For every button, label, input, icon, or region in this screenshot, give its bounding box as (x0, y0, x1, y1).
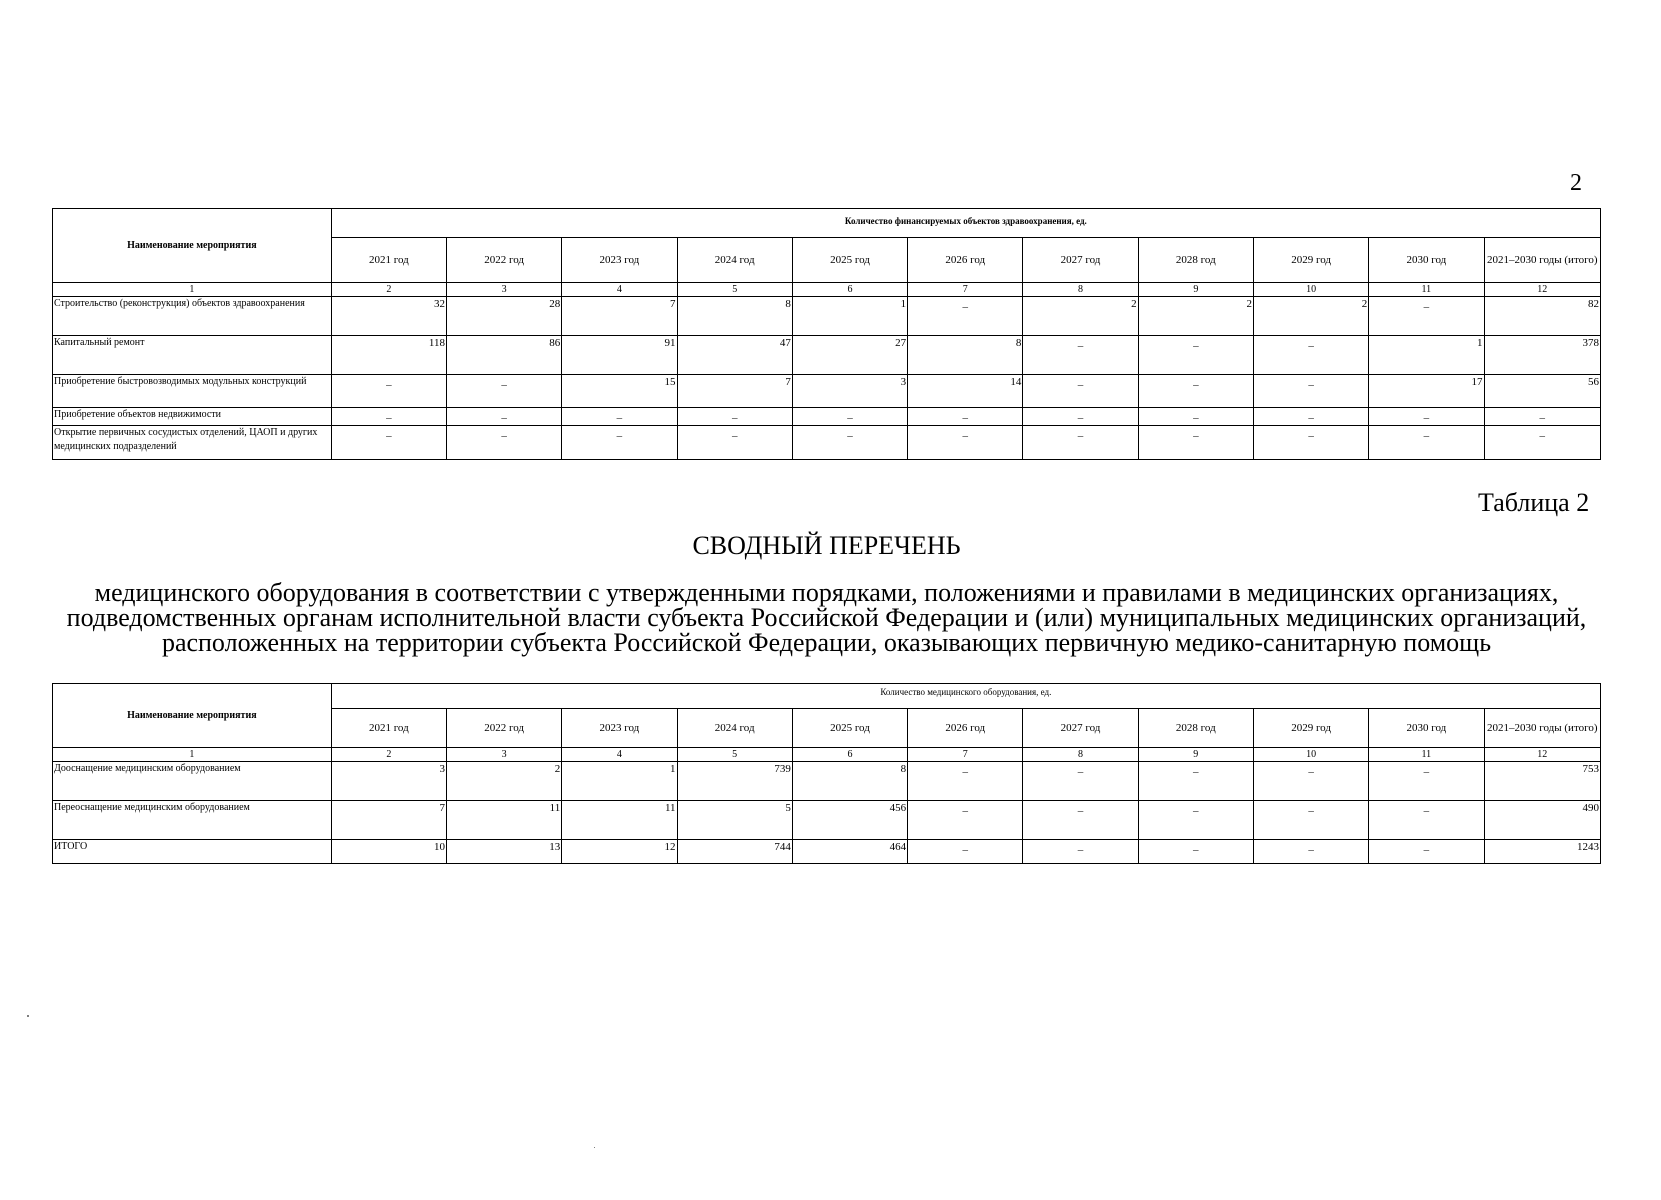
table1-column-numbers (53, 283, 1601, 297)
cell-value: – (1138, 801, 1253, 840)
cell-value: 3 (792, 375, 907, 408)
cell-value: 32 (331, 297, 446, 336)
row-name: Открытие первичных сосудистых отделений, ЦАОП и других медицинских подразделений (53, 426, 332, 460)
row-name: Приобретение объектов недвижимости (53, 408, 332, 426)
table1-year: 2027 год (1023, 238, 1138, 283)
table-row (53, 336, 1601, 375)
table2-year: 2023 год (562, 709, 677, 748)
cell-value: 1 (562, 762, 677, 801)
cell-value: 753 (1484, 762, 1601, 801)
column-number: 12 (1484, 283, 1600, 297)
cell-value: – (1138, 762, 1253, 801)
column-number: 6 (792, 748, 907, 762)
row-name: Приобретение быстровозводимых модульных конструкций (53, 375, 332, 408)
table1-year: 2025 год (792, 238, 907, 283)
table2-year-total: 2021–2030 годы (итого) (1484, 709, 1601, 748)
row-name: Капитальный ремонт (53, 336, 332, 375)
cell-value: – (1369, 801, 1484, 840)
cell-value: – (1023, 408, 1138, 426)
document-title: СВОДНЫЙ ПЕРЕЧЕНЬ (692, 531, 961, 560)
cell-value: – (331, 408, 446, 426)
cell-value: – (1138, 840, 1253, 864)
cell-value: – (1138, 426, 1253, 460)
cell-value: – (1369, 762, 1484, 801)
cell-value: – (1369, 840, 1484, 864)
table-row (53, 840, 1601, 864)
column-number: 1 (53, 283, 332, 297)
cell-value: – (1138, 375, 1253, 408)
table2-body (53, 762, 1601, 864)
cell-value: 3 (331, 762, 446, 801)
table-row (53, 426, 1601, 460)
cell-value: 1 (792, 297, 907, 336)
scan-speck (594, 1147, 595, 1148)
cell-value: 91 (562, 336, 677, 375)
column-number: 4 (562, 748, 677, 762)
column-number: 1 (53, 748, 332, 762)
column-number: 2 (331, 283, 446, 297)
table1-header-name: Наименование мероприятия (53, 209, 332, 283)
table-row (53, 408, 1601, 426)
cell-value: – (1023, 840, 1138, 864)
cell-value: 739 (677, 762, 792, 801)
cell-value: – (1023, 801, 1138, 840)
table2-year: 2029 год (1253, 709, 1368, 748)
cell-value: – (1023, 426, 1138, 460)
column-number: 5 (677, 283, 792, 297)
page-number: 2 (1570, 170, 1582, 196)
cell-value: – (792, 408, 907, 426)
cell-value: 2 (446, 762, 561, 801)
table1-year: 2021 год (331, 238, 446, 283)
cell-value: 10 (331, 840, 446, 864)
financed-objects-table (52, 208, 1601, 460)
table1-year: 2030 год (1369, 238, 1484, 283)
cell-value: – (562, 426, 677, 460)
cell-value: – (1253, 426, 1368, 460)
cell-value: 7 (677, 375, 792, 408)
table2-year: 2021 год (331, 709, 446, 748)
table1-year: 2023 год (562, 238, 677, 283)
cell-value: – (446, 375, 561, 408)
cell-value: 7 (562, 297, 677, 336)
table2-year: 2024 год (677, 709, 792, 748)
cell-value: 82 (1484, 297, 1600, 336)
medical-equipment-table (52, 683, 1601, 864)
cell-value: 8 (908, 336, 1023, 375)
cell-value: 17 (1369, 375, 1484, 408)
cell-value: – (1253, 840, 1368, 864)
cell-value: – (908, 840, 1023, 864)
column-number: 7 (908, 283, 1023, 297)
cell-value: 14 (908, 375, 1023, 408)
cell-value: – (908, 408, 1023, 426)
column-number: 4 (562, 283, 677, 297)
column-number: 11 (1369, 748, 1484, 762)
cell-value: – (1023, 336, 1138, 375)
table1-year: 2024 год (677, 238, 792, 283)
row-name: ИТОГО (53, 840, 332, 864)
cell-value: 2 (1253, 297, 1368, 336)
table-row (53, 801, 1601, 840)
column-number: 3 (446, 283, 561, 297)
cell-value: – (1023, 762, 1138, 801)
column-number: 9 (1138, 283, 1253, 297)
table-row (53, 762, 1601, 801)
cell-value: – (446, 426, 561, 460)
column-number: 8 (1023, 283, 1138, 297)
table1-year: 2028 год (1138, 238, 1253, 283)
cell-value: 28 (446, 297, 561, 336)
cell-value: – (1253, 336, 1368, 375)
cell-value: – (1369, 426, 1484, 460)
table2-year: 2027 год (1023, 709, 1138, 748)
table2-column-numbers (53, 748, 1601, 762)
cell-value: 5 (677, 801, 792, 840)
row-name: Переоснащение медицинским оборудованием (53, 801, 332, 840)
cell-value: 12 (562, 840, 677, 864)
table1-header-group: Количество финансируемых объектов здравоохранения, ед. (331, 209, 1600, 238)
cell-value: 11 (446, 801, 561, 840)
column-number: 12 (1484, 748, 1601, 762)
cell-value: 47 (677, 336, 792, 375)
cell-value: 490 (1484, 801, 1601, 840)
cell-value: 1243 (1484, 840, 1601, 864)
table2-year: 2028 год (1138, 709, 1253, 748)
cell-value: 1 (1369, 336, 1484, 375)
cell-value: – (1253, 762, 1368, 801)
column-number: 5 (677, 748, 792, 762)
scan-speck (27, 1015, 29, 1017)
cell-value: 8 (792, 762, 907, 801)
cell-value: 13 (446, 840, 561, 864)
table1-year: 2022 год (446, 238, 561, 283)
table-row (53, 297, 1601, 336)
cell-value: – (331, 426, 446, 460)
column-number: 10 (1253, 283, 1368, 297)
table2-header-group: Количество медицинского оборудования, ед. (331, 684, 1600, 709)
column-number: 8 (1023, 748, 1138, 762)
row-name: Строительство (реконструкция) объектов здравоохранения (53, 297, 332, 336)
document-subtitle: медицинского оборудования в соответствии с утвержденными порядками, положениями и правилами в медицинских организациях, подведомственных органам исполнительной власти субъекта Российской Федерации и (или) муниципальных медицинских организаций, расположенных на территории субъекта Российской Федерации, оказывающих первичную медико-санитарную помощь (66, 578, 1587, 657)
cell-value: – (1484, 408, 1600, 426)
cell-value: 456 (792, 801, 907, 840)
cell-value: – (1138, 336, 1253, 375)
cell-value: 464 (792, 840, 907, 864)
cell-value: – (908, 762, 1023, 801)
column-number: 9 (1138, 748, 1253, 762)
cell-value: – (562, 408, 677, 426)
cell-value: – (908, 426, 1023, 460)
cell-value: 11 (562, 801, 677, 840)
cell-value: – (1369, 408, 1484, 426)
cell-value: – (1023, 375, 1138, 408)
column-number: 7 (908, 748, 1023, 762)
column-number: 11 (1369, 283, 1484, 297)
cell-value: – (1253, 801, 1368, 840)
cell-value: 118 (331, 336, 446, 375)
cell-value: 8 (677, 297, 792, 336)
column-number: 10 (1253, 748, 1368, 762)
cell-value: 27 (792, 336, 907, 375)
cell-value: – (1253, 375, 1368, 408)
cell-value: – (1253, 408, 1368, 426)
cell-value: 2 (1138, 297, 1253, 336)
cell-value: 15 (562, 375, 677, 408)
cell-value: – (677, 426, 792, 460)
cell-value: – (446, 408, 561, 426)
table1-year-total: 2021–2030 годы (итого) (1484, 238, 1600, 283)
column-number: 3 (446, 748, 561, 762)
table1-year: 2026 год (908, 238, 1023, 283)
cell-value: – (792, 426, 907, 460)
table2-year: 2026 год (908, 709, 1023, 748)
table2-year: 2030 год (1369, 709, 1484, 748)
cell-value: – (677, 408, 792, 426)
column-number: 6 (792, 283, 907, 297)
table-row (53, 375, 1601, 408)
table2-header-name: Наименование мероприятия (53, 684, 332, 748)
cell-value: 2 (1023, 297, 1138, 336)
column-number: 2 (331, 748, 446, 762)
cell-value: 86 (446, 336, 561, 375)
cell-value: 7 (331, 801, 446, 840)
cell-value: 744 (677, 840, 792, 864)
cell-value: – (331, 375, 446, 408)
table1-year: 2029 год (1253, 238, 1368, 283)
table1-body (53, 297, 1601, 460)
table-label: Таблица 2 (1478, 488, 1590, 517)
cell-value: – (908, 297, 1023, 336)
table2-year: 2022 год (446, 709, 561, 748)
cell-value: 56 (1484, 375, 1600, 408)
cell-value: – (1138, 408, 1253, 426)
row-name: Дооснащение медицинским оборудованием (53, 762, 332, 801)
cell-value: – (1369, 297, 1484, 336)
cell-value: – (1484, 426, 1600, 460)
cell-value: 378 (1484, 336, 1600, 375)
cell-value: – (908, 801, 1023, 840)
table2-year: 2025 год (792, 709, 907, 748)
